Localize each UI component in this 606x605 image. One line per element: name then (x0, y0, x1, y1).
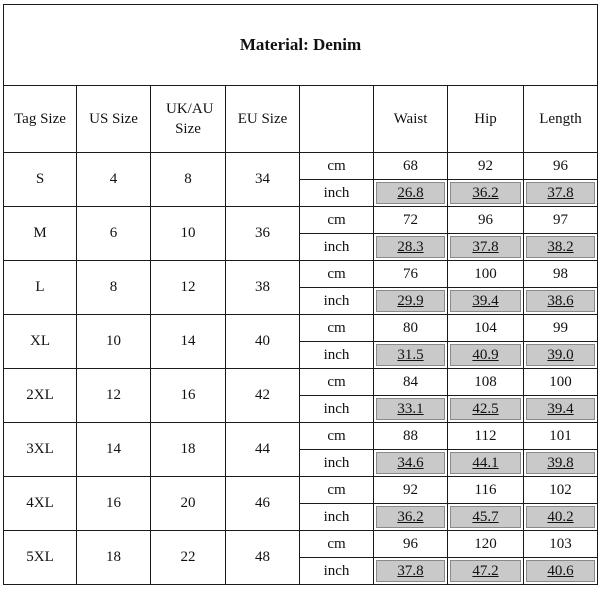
hip-cm-cell: 112 (448, 423, 524, 450)
hip-inch-cell: 36.2 (448, 180, 524, 207)
uk-au-size-cell: 14 (151, 315, 226, 369)
waist-inch-cell: 36.2 (374, 504, 448, 531)
hip-cm-cell: 96 (448, 207, 524, 234)
unit-inch-cell: inch (300, 558, 374, 585)
table-row (4, 207, 598, 234)
waist-inch-cell: 31.5 (374, 342, 448, 369)
uk-au-size-cell: 22 (151, 531, 226, 585)
title-row (4, 5, 598, 86)
length-inch-cell: 38.2 (524, 234, 598, 261)
length-inch-cell: 39.8 (524, 450, 598, 477)
length-cm-cell: 98 (524, 261, 598, 288)
header-eu-size: EU Size (226, 86, 300, 153)
length-cm-cell: 97 (524, 207, 598, 234)
tag-size-cell: XL (4, 315, 77, 369)
waist-cm-cell: 68 (374, 153, 448, 180)
waist-inch-cell: 33.1 (374, 396, 448, 423)
length-cm-cell: 99 (524, 315, 598, 342)
length-inch-cell: 39.0 (524, 342, 598, 369)
header-row (4, 86, 598, 153)
unit-cm-cell: cm (300, 315, 374, 342)
waist-inch-cell: 29.9 (374, 288, 448, 315)
length-inch-cell: 40.6 (524, 558, 598, 585)
unit-inch-cell: inch (300, 450, 374, 477)
eu-size-cell: 42 (226, 369, 300, 423)
length-inch-cell: 40.2 (524, 504, 598, 531)
waist-cm-cell: 88 (374, 423, 448, 450)
unit-inch-cell: inch (300, 288, 374, 315)
table-row (4, 423, 598, 450)
tag-size-cell: 3XL (4, 423, 77, 477)
waist-cm-cell: 84 (374, 369, 448, 396)
table-row (4, 369, 598, 396)
waist-inch-cell: 34.6 (374, 450, 448, 477)
hip-cm-cell: 100 (448, 261, 524, 288)
unit-cm-cell: cm (300, 477, 374, 504)
length-cm-cell: 102 (524, 477, 598, 504)
waist-inch-cell: 26.8 (374, 180, 448, 207)
uk-au-size-cell: 16 (151, 369, 226, 423)
header-uk-au-size (151, 86, 226, 153)
unit-cm-cell: cm (300, 153, 374, 180)
hip-cm-cell: 92 (448, 153, 524, 180)
uk-au-size-cell: 10 (151, 207, 226, 261)
hip-inch-cell: 40.9 (448, 342, 524, 369)
us-size-cell: 10 (77, 315, 151, 369)
table-row (4, 153, 598, 180)
waist-inch-cell: 37.8 (374, 558, 448, 585)
us-size-cell: 12 (77, 369, 151, 423)
tag-size-cell: M (4, 207, 77, 261)
hip-cm-cell: 120 (448, 531, 524, 558)
hip-inch-cell: 39.4 (448, 288, 524, 315)
waist-cm-cell: 92 (374, 477, 448, 504)
waist-cm-cell: 96 (374, 531, 448, 558)
eu-size-cell: 40 (226, 315, 300, 369)
header-waist: Waist (374, 86, 448, 153)
waist-cm-cell: 76 (374, 261, 448, 288)
header-tag-size: Tag Size (4, 86, 77, 153)
length-inch-cell: 37.8 (524, 180, 598, 207)
hip-inch-cell: 44.1 (448, 450, 524, 477)
uk-au-size-cell: 8 (151, 153, 226, 207)
unit-cm-cell: cm (300, 423, 374, 450)
table-title: Material: Denim (4, 5, 598, 86)
unit-inch-cell: inch (300, 396, 374, 423)
us-size-cell: 4 (77, 153, 151, 207)
us-size-cell: 16 (77, 477, 151, 531)
header-hip: Hip (448, 86, 524, 153)
uk-au-size-cell: 12 (151, 261, 226, 315)
us-size-cell: 14 (77, 423, 151, 477)
hip-cm-cell: 116 (448, 477, 524, 504)
header-us-size: US Size (77, 86, 151, 153)
waist-cm-cell: 72 (374, 207, 448, 234)
eu-size-cell: 48 (226, 531, 300, 585)
waist-inch-cell: 28.3 (374, 234, 448, 261)
unit-inch-cell: inch (300, 180, 374, 207)
table-row (4, 477, 598, 504)
uk-au-size-cell: 18 (151, 423, 226, 477)
tag-size-cell: 5XL (4, 531, 77, 585)
unit-cm-cell: cm (300, 207, 374, 234)
length-inch-cell: 38.6 (524, 288, 598, 315)
unit-inch-cell: inch (300, 234, 374, 261)
uk-au-size-cell: 20 (151, 477, 226, 531)
size-table (3, 4, 598, 585)
waist-cm-cell: 80 (374, 315, 448, 342)
table-row (4, 315, 598, 342)
header-unit (300, 86, 374, 153)
tag-size-cell: S (4, 153, 77, 207)
tag-size-cell: L (4, 261, 77, 315)
us-size-cell: 18 (77, 531, 151, 585)
unit-cm-cell: cm (300, 261, 374, 288)
hip-inch-cell: 37.8 (448, 234, 524, 261)
tag-size-cell: 2XL (4, 369, 77, 423)
hip-inch-cell: 42.5 (448, 396, 524, 423)
unit-inch-cell: inch (300, 504, 374, 531)
table-row (4, 531, 598, 558)
eu-size-cell: 46 (226, 477, 300, 531)
length-cm-cell: 101 (524, 423, 598, 450)
unit-inch-cell: inch (300, 342, 374, 369)
hip-cm-cell: 108 (448, 369, 524, 396)
hip-inch-cell: 47.2 (448, 558, 524, 585)
tag-size-cell: 4XL (4, 477, 77, 531)
length-inch-cell: 39.4 (524, 396, 598, 423)
length-cm-cell: 100 (524, 369, 598, 396)
us-size-cell: 8 (77, 261, 151, 315)
table-row (4, 261, 598, 288)
hip-cm-cell: 104 (448, 315, 524, 342)
size-chart (3, 4, 598, 585)
hip-inch-cell: 45.7 (448, 504, 524, 531)
eu-size-cell: 44 (226, 423, 300, 477)
eu-size-cell: 36 (226, 207, 300, 261)
header-length: Length (524, 86, 598, 153)
eu-size-cell: 34 (226, 153, 300, 207)
length-cm-cell: 103 (524, 531, 598, 558)
eu-size-cell: 38 (226, 261, 300, 315)
unit-cm-cell: cm (300, 369, 374, 396)
length-cm-cell: 96 (524, 153, 598, 180)
us-size-cell: 6 (77, 207, 151, 261)
unit-cm-cell: cm (300, 531, 374, 558)
header-uk-au-size-text: UK/AU Size (166, 101, 214, 137)
